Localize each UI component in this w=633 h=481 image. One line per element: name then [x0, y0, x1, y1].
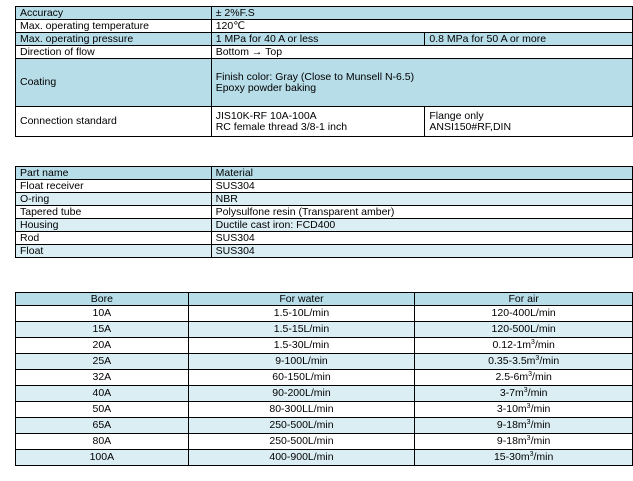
flange-line-2: ANSI150#RF,DIN — [429, 120, 512, 133]
part-name: Float receiver — [16, 180, 212, 193]
air-range-exponent: 3 — [535, 355, 540, 362]
spec-row-accuracy — [16, 7, 633, 20]
spec-value: ± 2%F.S — [211, 7, 632, 20]
part-name: O-ring — [16, 193, 212, 206]
table-row — [16, 180, 633, 193]
spec-row-temperature — [16, 20, 633, 33]
water-range: 80-300LL/min — [188, 402, 415, 418]
spec-value-2 — [425, 107, 633, 137]
coating-line-2: Epoxy powder baking — [215, 81, 317, 94]
air-range — [415, 450, 633, 466]
air-range — [415, 354, 633, 370]
part-name: Tapered tube — [16, 206, 212, 219]
spec-value: 120℃ — [211, 20, 632, 33]
air-range-unit: /min — [530, 435, 551, 447]
air-range — [415, 370, 633, 386]
spec-label: Accuracy — [16, 7, 212, 20]
air-range-unit: /min — [532, 371, 552, 383]
material-name: NBR — [211, 193, 632, 206]
material-name: Polysulfone resin (Transparent amber) — [211, 206, 632, 219]
materials-header-row — [16, 167, 633, 180]
spec-row-coating — [16, 59, 633, 107]
table-row — [16, 245, 633, 258]
bore-value: 32A — [16, 370, 189, 386]
water-range: 400-900L/min — [188, 450, 415, 466]
table-row — [16, 354, 633, 370]
materials-header-part: Part name — [16, 167, 212, 180]
table-row — [16, 402, 633, 418]
air-range — [415, 402, 633, 418]
spec-value — [211, 107, 425, 137]
ranges-header-water: For water — [188, 293, 415, 306]
material-name: SUS304 — [211, 232, 632, 245]
bore-value: 20A — [16, 338, 189, 354]
spec-value — [211, 59, 632, 107]
spec-row-connection — [16, 107, 633, 137]
water-range: 250-500L/min — [188, 434, 415, 450]
air-range-unit: /min — [533, 451, 554, 463]
air-range — [415, 338, 633, 354]
air-range-exponent: 3 — [528, 371, 533, 378]
flow-range-table — [15, 292, 633, 466]
table-row — [16, 219, 633, 232]
coating-line-1: Finish color: Gray (Close to Munsell N-6.5) — [215, 70, 415, 83]
air-range: 120-400L/min — [415, 306, 633, 322]
water-range: 60-150L/min — [188, 370, 415, 386]
spec-label: Connection standard — [16, 107, 212, 137]
material-name: SUS304 — [211, 180, 632, 193]
spec-label: Coating — [16, 59, 212, 107]
air-range-value: 0.12-1m — [492, 339, 532, 351]
table-row — [16, 450, 633, 466]
spec-row-direction — [16, 46, 633, 59]
spec-label: Max. operating pressure — [16, 33, 212, 46]
water-range: 9-100L/min — [188, 354, 415, 370]
material-name: SUS304 — [211, 245, 632, 258]
table-row — [16, 338, 633, 354]
air-range-exponent: 3 — [523, 387, 528, 394]
table-row — [16, 306, 633, 322]
material-name: Ductile cast iron: FCD400 — [211, 219, 632, 232]
ranges-header-bore: Bore — [16, 293, 189, 306]
air-range-unit: /min — [534, 339, 555, 351]
spec-table — [15, 6, 633, 137]
flange-line-1: Flange only — [429, 109, 484, 122]
materials-table — [15, 166, 633, 258]
air-range-value: 2.5-6m — [495, 371, 529, 383]
air-range-unit: /min — [527, 387, 548, 399]
water-range: 250-500L/min — [188, 418, 415, 434]
air-range — [415, 386, 633, 402]
bore-value: 65A — [16, 418, 189, 434]
air-range — [415, 418, 633, 434]
table-row — [16, 206, 633, 219]
table-row — [16, 232, 633, 245]
air-range-value: 15-30m — [493, 451, 530, 463]
spec-value: Bottom → Top — [211, 46, 632, 59]
air-range-exponent: 3 — [531, 339, 535, 346]
table-row — [16, 322, 633, 338]
water-range: 1.5-15L/min — [188, 322, 415, 338]
air-range-unit: /min — [539, 355, 560, 367]
bore-value: 40A — [16, 386, 189, 402]
bore-value: 50A — [16, 402, 189, 418]
table-row — [16, 434, 633, 450]
air-range-value: 3-10m — [496, 403, 527, 415]
air-range-unit: /min — [530, 419, 551, 431]
air-range-value: 0.35-3.5m — [488, 355, 536, 367]
air-range-value: 3-7m — [499, 387, 524, 399]
bore-value: 80A — [16, 434, 189, 450]
part-name: Float — [16, 245, 212, 258]
spec-value: 1 MPa for 40 A or less — [211, 33, 425, 46]
spec-row-pressure — [16, 33, 633, 46]
table-row — [16, 193, 633, 206]
ranges-header-air: For air — [415, 293, 633, 306]
connection-line-2: RC female thread 3/8-1 inch — [215, 120, 348, 133]
table-row — [16, 386, 633, 402]
air-range-value: 9-18m — [496, 435, 527, 447]
bore-value: 25A — [16, 354, 189, 370]
air-range — [415, 434, 633, 450]
air-range-value: 9-18m — [496, 419, 527, 431]
air-range-exponent: 3 — [526, 419, 531, 426]
air-range-exponent: 3 — [529, 451, 534, 458]
table-row — [16, 370, 633, 386]
part-name: Housing — [16, 219, 212, 232]
water-range: 90-200L/min — [188, 386, 415, 402]
air-range-unit: /min — [530, 403, 551, 415]
materials-header-material: Material — [211, 167, 632, 180]
air-range: 120-500L/min — [415, 322, 633, 338]
spec-label: Direction of flow — [16, 46, 212, 59]
ranges-header-row — [16, 293, 633, 306]
part-name: Rod — [16, 232, 212, 245]
water-range: 1.5-10L/min — [188, 306, 415, 322]
table-row — [16, 418, 633, 434]
bore-value: 100A — [16, 450, 189, 466]
air-range-exponent: 3 — [526, 403, 531, 410]
bore-value: 10A — [16, 306, 189, 322]
connection-line-1: JIS10K-RF 10A-100A — [215, 109, 317, 122]
bore-value: 15A — [16, 322, 189, 338]
air-range-exponent: 3 — [526, 435, 531, 442]
water-range: 1.5-30L/min — [188, 338, 415, 354]
spec-value-2: 0.8 MPa for 50 A or more — [425, 33, 633, 46]
spec-label: Max. operating temperature — [16, 20, 212, 33]
